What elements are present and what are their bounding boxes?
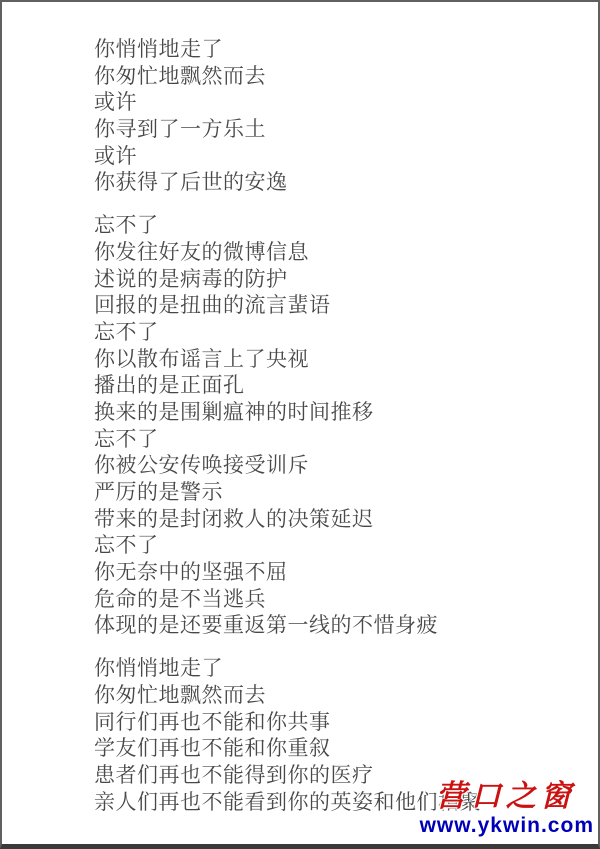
poem-line: 带来的是封闭救人的决策延迟 bbox=[94, 507, 374, 531]
poem-line: 学友们再也不能和你重叙 bbox=[94, 737, 331, 761]
poem-line: 你以散布谣言上了央视 bbox=[94, 347, 309, 371]
poem-line: 或许 bbox=[94, 144, 137, 168]
poem-line: 同行们再也不能和你共事 bbox=[94, 710, 331, 734]
poem-line: 忘不了 bbox=[94, 320, 159, 344]
poem-line: 述说的是病毒的防护 bbox=[94, 267, 288, 291]
poem-line: 你匆忙地飘然而去 bbox=[94, 64, 266, 88]
poem-line: 患者们再也不能得到你的医疗 bbox=[94, 763, 374, 787]
site-logo-text: 营口之窗 bbox=[435, 779, 576, 814]
poem-line: 你被公安传唤接受训斥 bbox=[94, 454, 309, 478]
poem-line: 回报的是扭曲的流言蜚语 bbox=[94, 294, 331, 318]
site-watermark bbox=[419, 779, 594, 837]
poem-line: 严厉的是警示 bbox=[94, 481, 223, 504]
poem-line: 你发往好友的微博信息 bbox=[94, 240, 309, 264]
poem-line: 或许 bbox=[94, 91, 137, 115]
poem-line: 播出的是正面孔 bbox=[94, 374, 245, 398]
poem-line: 忘不了 bbox=[94, 427, 159, 451]
poem-line: 你无奈中的坚强不屈 bbox=[94, 561, 288, 585]
site-url-text: www.ykwin.com bbox=[419, 814, 594, 837]
poem-line: 体现的是还要重返第一线的不惜身疲 bbox=[94, 614, 438, 638]
poem-line: 亲人们再也不能看到你的英姿和他们相聚 bbox=[94, 790, 481, 814]
poem-line: 忘不了 bbox=[94, 534, 159, 558]
poem-line: 你悄悄地走了 bbox=[94, 38, 223, 61]
poem-line: 你获得了后世的安逸 bbox=[94, 171, 288, 195]
poem-stanza-2 bbox=[94, 213, 578, 640]
poem-line: 换来的是围剿瘟神的时间推移 bbox=[94, 400, 374, 424]
poem-stanza-1 bbox=[94, 37, 578, 197]
poem-line: 危命的是不当逃兵 bbox=[94, 587, 266, 611]
poem-line: 忘不了 bbox=[94, 214, 159, 238]
poem-body bbox=[2, 2, 598, 816]
poem-line: 你悄悄地走了 bbox=[94, 657, 223, 681]
poem-line: 你寻到了一方乐土 bbox=[94, 118, 266, 142]
poem-line: 你匆忙地飘然而去 bbox=[94, 683, 266, 707]
